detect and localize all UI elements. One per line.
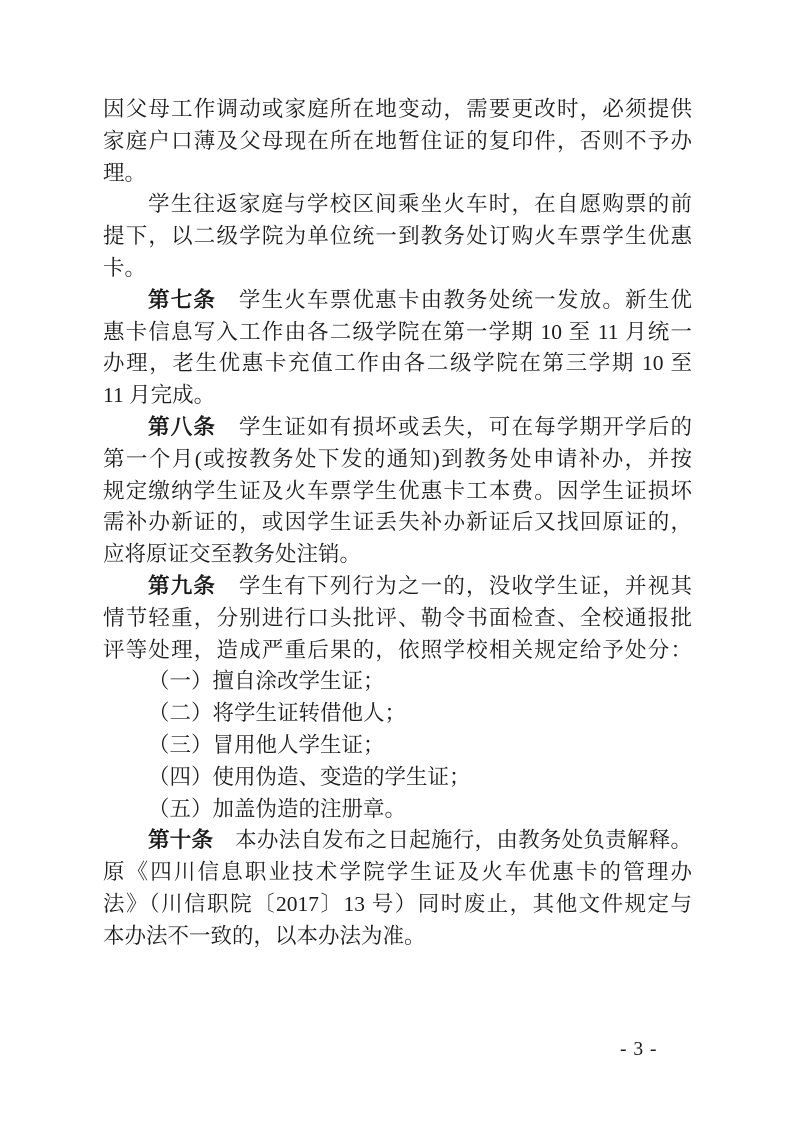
text-line — [103, 762, 692, 794]
text-line — [103, 857, 692, 889]
text-run: 理。 — [103, 160, 147, 185]
text-run: 学生有下列行为之一的，没收学生证，并视其 — [216, 573, 692, 598]
text-line — [103, 158, 692, 190]
text-line — [103, 921, 692, 953]
article-number: 第七条 — [148, 287, 217, 312]
text-run: 11 月完成。 — [103, 383, 216, 408]
text-run: 惠卡信息写入工作由各二级学院在第一学期 10 至 11 月统一 — [103, 319, 692, 344]
text-run: 提下，以二级学院为单位统一到教务处订购火车票学生优惠 — [103, 224, 692, 249]
page-number: - 3 - — [620, 1039, 658, 1060]
text-run: 需补办新证的，或因学生证丢失补办新证后又找回原证的， — [103, 510, 692, 535]
text-line — [103, 317, 692, 349]
text-run: 规定缴纳学生证及火车票学生优惠卡工本费。因学生证损坏 — [103, 478, 692, 503]
text-run: 法》（川信职院〔2017〕13 号）同时废止，其他文件规定与 — [103, 891, 692, 916]
text-run: 第一个月(或按教务处下发的通知)到教务处申请补办，并按 — [103, 446, 692, 471]
text-run: 本办法不一致的，以本办法为准。 — [103, 923, 426, 948]
text-run: 应将原证交至教务处注销。 — [103, 542, 362, 567]
text-run: 学生往返家庭与学校区间乘坐火车时，在自愿购票的前 — [148, 192, 692, 217]
text-line — [103, 698, 692, 730]
text-run: 学生证如有损坏或丢失，可在每学期开学后的 — [216, 414, 692, 439]
text-run: 评等处理，造成严重后果的，依照学校相关规定给予处分： — [103, 637, 692, 662]
text-line — [103, 571, 692, 603]
text-run: 原《四川信息职业技术学院学生证及火车优惠卡的管理办 — [103, 860, 692, 885]
text-run: 学生火车票优惠卡由教务处统一发放。新生优 — [216, 287, 692, 312]
text-line — [103, 666, 692, 698]
text-line — [103, 794, 692, 826]
text-run: （五）加盖伪造的注册章。 — [148, 796, 407, 821]
text-line — [103, 825, 692, 857]
text-line — [103, 380, 692, 412]
text-run: 因父母工作调动或家庭所在地变动，需要更改时，必须提供 — [103, 97, 692, 121]
text-line — [103, 285, 692, 317]
text-run: 卡。 — [103, 255, 147, 280]
text-block — [103, 94, 692, 953]
text-line — [103, 889, 692, 921]
text-run: （二）将学生证转借他人； — [148, 701, 407, 726]
text-line — [103, 348, 692, 380]
text-line — [103, 189, 692, 221]
text-run: （三）冒用他人学生证； — [148, 732, 385, 757]
text-run: （四）使用伪造、变造的学生证； — [148, 764, 471, 789]
text-line — [103, 603, 692, 635]
article-number: 第八条 — [148, 414, 217, 439]
article-number: 第九条 — [148, 573, 217, 598]
text-run: 情节轻重，分别进行口头批评、勒令书面检查、全校通报批 — [103, 605, 692, 630]
text-run: （一）擅自涂改学生证； — [148, 669, 385, 694]
text-line — [103, 730, 692, 762]
text-run: 办理，老生优惠卡充值工作由各二级学院在第三学期 10 至 — [103, 351, 692, 376]
text-line — [103, 476, 692, 508]
text-line — [103, 94, 692, 126]
text-line — [103, 539, 692, 571]
text-line — [103, 635, 692, 667]
article-number: 第十条 — [148, 828, 214, 853]
text-line — [103, 253, 692, 285]
text-run: 本办法自发布之日起施行，由教务处负责解释。 — [213, 828, 692, 853]
text-line — [103, 507, 692, 539]
text-run: 家庭户口薄及父母现在所在地暂住证的复印件，否则不予办 — [103, 128, 692, 153]
text-line — [103, 221, 692, 253]
text-line — [103, 412, 692, 444]
text-line — [103, 444, 692, 476]
text-line — [103, 126, 692, 158]
